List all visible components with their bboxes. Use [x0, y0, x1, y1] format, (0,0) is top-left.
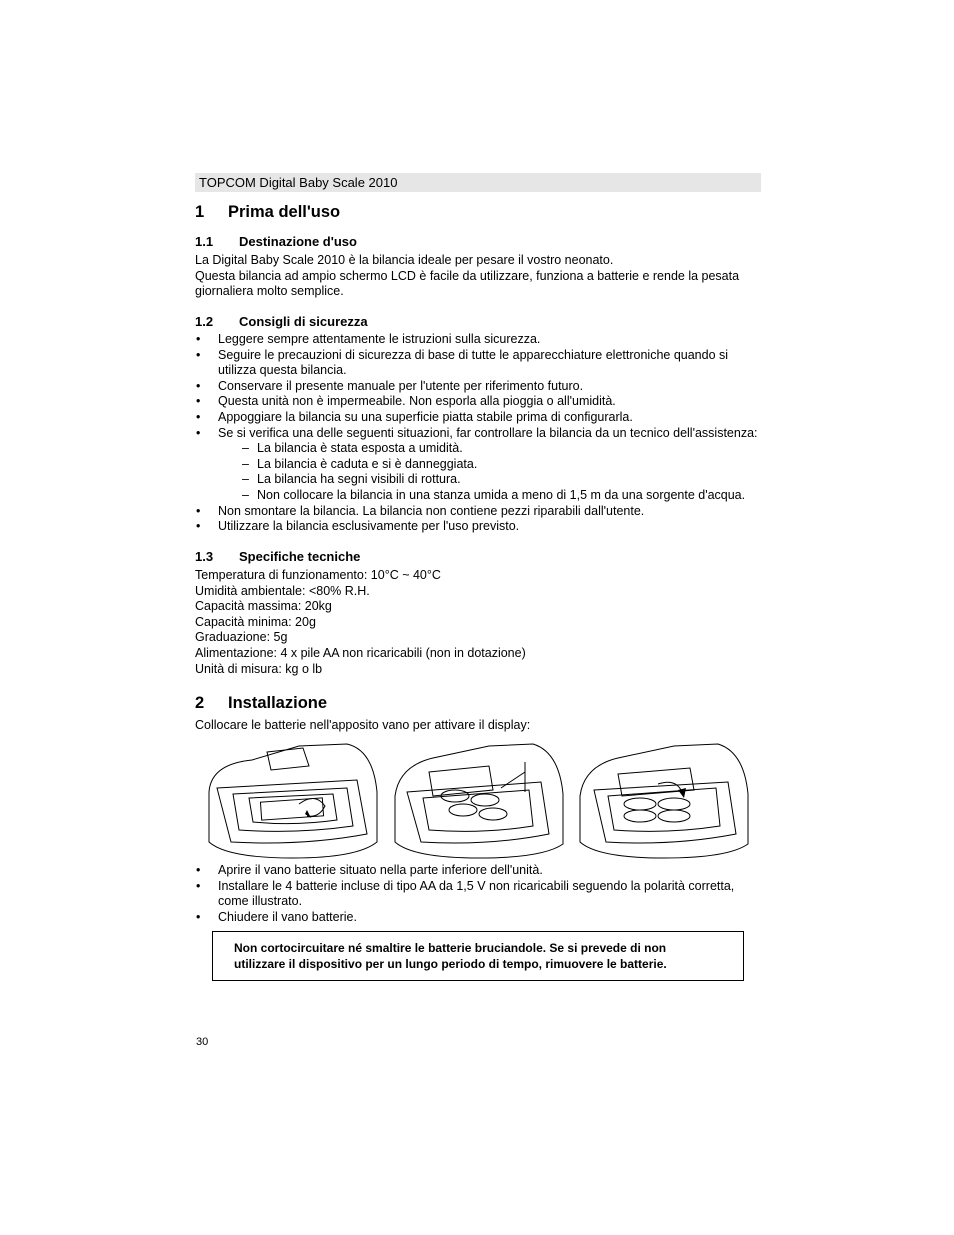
spec-line: Capacità minima: 20g [195, 614, 316, 629]
warning-text: Non cortocircuitare né smaltire le batterie bruciandole. Se si prevede di non utilizzare il dispositivo per un lungo periodo di tempo, rimuovere le batterie. [234, 941, 667, 971]
section-title: Prima dell'uso [228, 203, 341, 221]
list-item [195, 348, 765, 379]
spec-line: Umidità ambientale: <80% R.H. [195, 583, 370, 598]
section-number: 1 [195, 203, 205, 221]
header-text: TOPCOM Digital Baby Scale 2010 [199, 175, 398, 190]
list-item: • Aprire il vano batterie situato nella parte inferiore dell'unità. [195, 863, 765, 879]
specifications-text [195, 568, 526, 677]
item-line: utilizza questa bilancia. [218, 363, 347, 378]
section-title: Installazione [228, 694, 328, 712]
intended-use-text [195, 253, 739, 300]
item-text: La bilancia è caduta e si è danneggiata. [257, 456, 478, 471]
battery-step-2-illustration [393, 742, 565, 860]
subsection-title: Specifiche tecniche [239, 549, 361, 564]
running-header [195, 173, 761, 192]
list-item [195, 426, 765, 504]
section-2-heading [195, 694, 327, 713]
item-text: Non collocare la bilancia in una stanza umida a meno di 1,5 m da una sorgente d'acqua. [257, 487, 746, 502]
list-item: • Appoggiare la bilancia su una superficie piatta stabile prima di configurarla. [195, 410, 765, 426]
list-item: • Questa unità non è impermeabile. Non esporla alla pioggia o all'umidità. [195, 394, 765, 410]
page-number: 30 [196, 1036, 209, 1048]
paragraph-line: giornaliera molto semplice. [195, 284, 344, 299]
installation-steps-list [195, 863, 765, 925]
section-number: 2 [195, 694, 205, 712]
sub-list-item: – Non collocare la bilancia in una stanza umida a meno di 1,5 m da una sorgente d'acqua. [242, 487, 746, 502]
safety-list [195, 332, 765, 535]
paragraph-line: La Digital Baby Scale 2010 è la bilancia ideale per pesare il vostro neonato. [195, 253, 614, 267]
subsection-1-1-heading [195, 234, 357, 249]
battery-step-1-illustration [207, 742, 379, 860]
list-item: • Leggere sempre attentamente le istruzioni sulla sicurezza. [195, 332, 765, 348]
list-item: • Utilizzare la bilancia esclusivamente per l'uso previsto. [195, 519, 765, 535]
spec-line: Unità di misura: kg o lb [195, 661, 323, 676]
spec-line: Temperatura di funzionamento: 10°C ~ 40°C [195, 568, 441, 582]
battery-step-3-illustration [578, 742, 750, 860]
sub-list-item: – La bilancia è stata esposta a umidità. [242, 441, 463, 456]
item-line: Se si verifica una delle seguenti situazioni, far controllare la bilancia da un tecnico dell'assistenza: [218, 425, 758, 440]
subsection-1-3-heading [195, 549, 360, 564]
subsection-1-2-heading [195, 314, 368, 329]
list-item: • Chiudere il vano batterie. [195, 910, 765, 926]
sub-list-item: – La bilancia è caduta e si è danneggiata. [242, 456, 478, 471]
subsection-number: 1.3 [195, 549, 214, 564]
list-item: • Conservare il presente manuale per l'utente per riferimento futuro. [195, 379, 765, 395]
subsection-title: Destinazione d'uso [239, 234, 357, 249]
list-item: • Non smontare la bilancia. La bilancia non contiene pezzi riparabili dall'utente. [195, 504, 765, 520]
spec-line: Capacità massima: 20kg [195, 599, 332, 614]
item-text: La bilancia ha segni visibili di rottura. [257, 472, 461, 487]
item-line: Installare le 4 batterie incluse di tipo AA da 1,5 V non ricaricabili seguendo la polarità corretta, [218, 878, 735, 893]
item-line: come illustrato. [218, 894, 303, 909]
subsection-title: Consigli di sicurezza [239, 314, 368, 329]
item-text: La bilancia è stata esposta a umidità. [257, 441, 463, 456]
paragraph-line: Questa bilancia ad ampio schermo LCD è facile da utilizzare, funziona a batterie e rende la pesata [195, 268, 740, 283]
list-item [195, 879, 765, 910]
sub-list [242, 441, 765, 503]
installation-intro: Collocare le batterie nell'apposito vano per attivare il display: [195, 718, 531, 732]
sub-list-item: – La bilancia ha segni visibili di rottura. [242, 472, 461, 487]
spec-line: Graduazione: 5g [195, 630, 288, 645]
spec-line: Alimentazione: 4 x pile AA non ricaricabili (non in dotazione) [195, 645, 526, 660]
subsection-number: 1.2 [195, 314, 214, 329]
subsection-number: 1.1 [195, 234, 214, 249]
section-1-heading [195, 203, 340, 222]
warning-box [212, 931, 744, 981]
item-line: Seguire le precauzioni di sicurezza di base di tutte le apparecchiature elettroniche quando si [218, 347, 729, 362]
